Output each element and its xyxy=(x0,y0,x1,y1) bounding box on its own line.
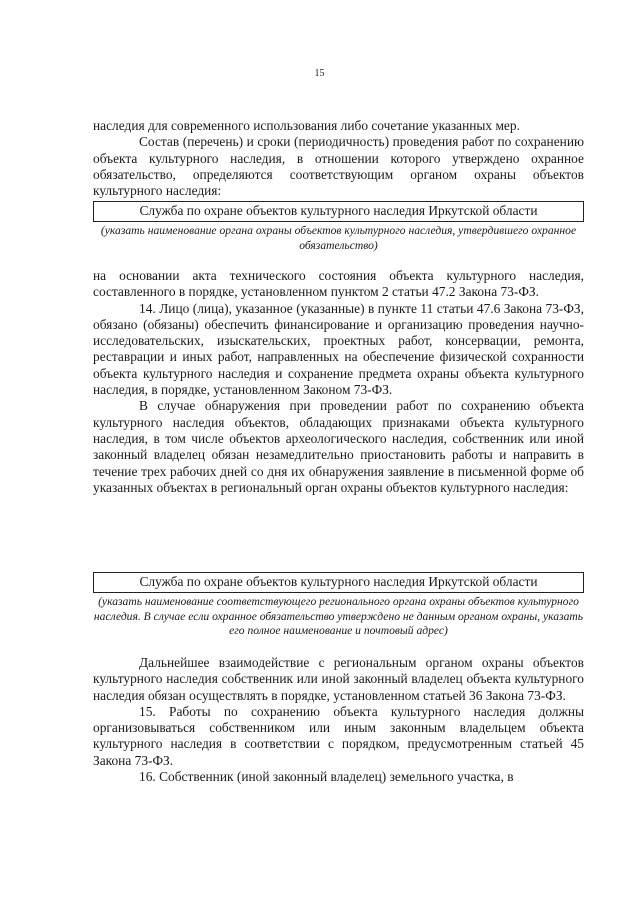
paragraph-act-basis: на основании акта технического состояния объекта культурного наследия, составленного в порядке, установленном пунктом 2 статьи 47.2 Закона 73-ФЗ. xyxy=(93,268,584,300)
section-box-2 xyxy=(93,570,584,639)
paragraph-composition: Состав (перечень) и сроки (периодичность) проведения работ по сохранению объекта культурного наследия, в отношении которого утверждено охранное обязательство, определяются соответствующим органом охраны объектов культурного наследия: xyxy=(93,134,584,199)
section-top xyxy=(93,118,584,254)
paragraph-16: 16. Собственник (иной законный владелец) земельного участка, в xyxy=(139,769,514,785)
section-middle xyxy=(93,268,584,496)
authority-note-1: (указать наименование органа охраны объектов культурного наследия, утвердившего охранное обязательство) xyxy=(100,224,577,253)
paragraph-continuation: наследия для современного использования либо сочетание указанных мер. xyxy=(93,118,520,133)
authority-box-1: Служба по охране объектов культурного наследия Иркутской области xyxy=(93,201,584,222)
paragraph-14: 14. Лицо (лица), указанное (указанные) в пункте 11 статьи 47.6 Закона 73-ФЗ, обязано (обязаны) обеспечить финансирование и организацию проведения научно-исследовательских, изыскательских, проектных работ, консервации, ремонта, реставрации и иных работ, направленных на обеспечение физической сохранности объекта культурного наследия и сохранение предмета охраны объекта культурного наследия, в порядке, установленном Законом 73-ФЗ. xyxy=(93,300,584,398)
authority-box-2: Служба по охране объектов культурного наследия Иркутской области xyxy=(93,572,584,593)
paragraph-15: 15. Работы по сохранению объекта культурного наследия должны организовываться собственником или иным законным владельцем объекта культурного наследия в соответствии с порядком, предусмотренным статьей 45 Закона 73-ФЗ. xyxy=(93,703,584,768)
paragraph-discovery: В случае обнаружения при проведении работ по сохранению объекта культурного наследия объектов, обладающих признаками объекта культурного наследия, в том числе объектов археологического наследия, собственник или иной законный владелец обязан незамедлительно приостановить работы и направить в течение трех рабочих дней со дня их обнаружения заявление в письменной форме об указанных объектах в региональный орган охраны объектов культурного наследия: xyxy=(93,398,584,495)
page-number: 15 xyxy=(314,68,325,79)
authority-note-2: (указать наименование соответствующего регионального органа охраны объектов культурного наследия. В случае если охранное обязательство утверждено не данным органом охраны, указать его полное наименование и почтовый адрес) xyxy=(93,595,584,638)
paragraph-interaction: Дальнейшее взаимодействие с региональным органом охраны объектов культурного наследия собственник или иной законный владелец объекта культурного наследия обязан осуществлять в порядке, установленном статьей 36 Закона 73-ФЗ. xyxy=(93,655,584,703)
section-bottom xyxy=(93,655,584,785)
